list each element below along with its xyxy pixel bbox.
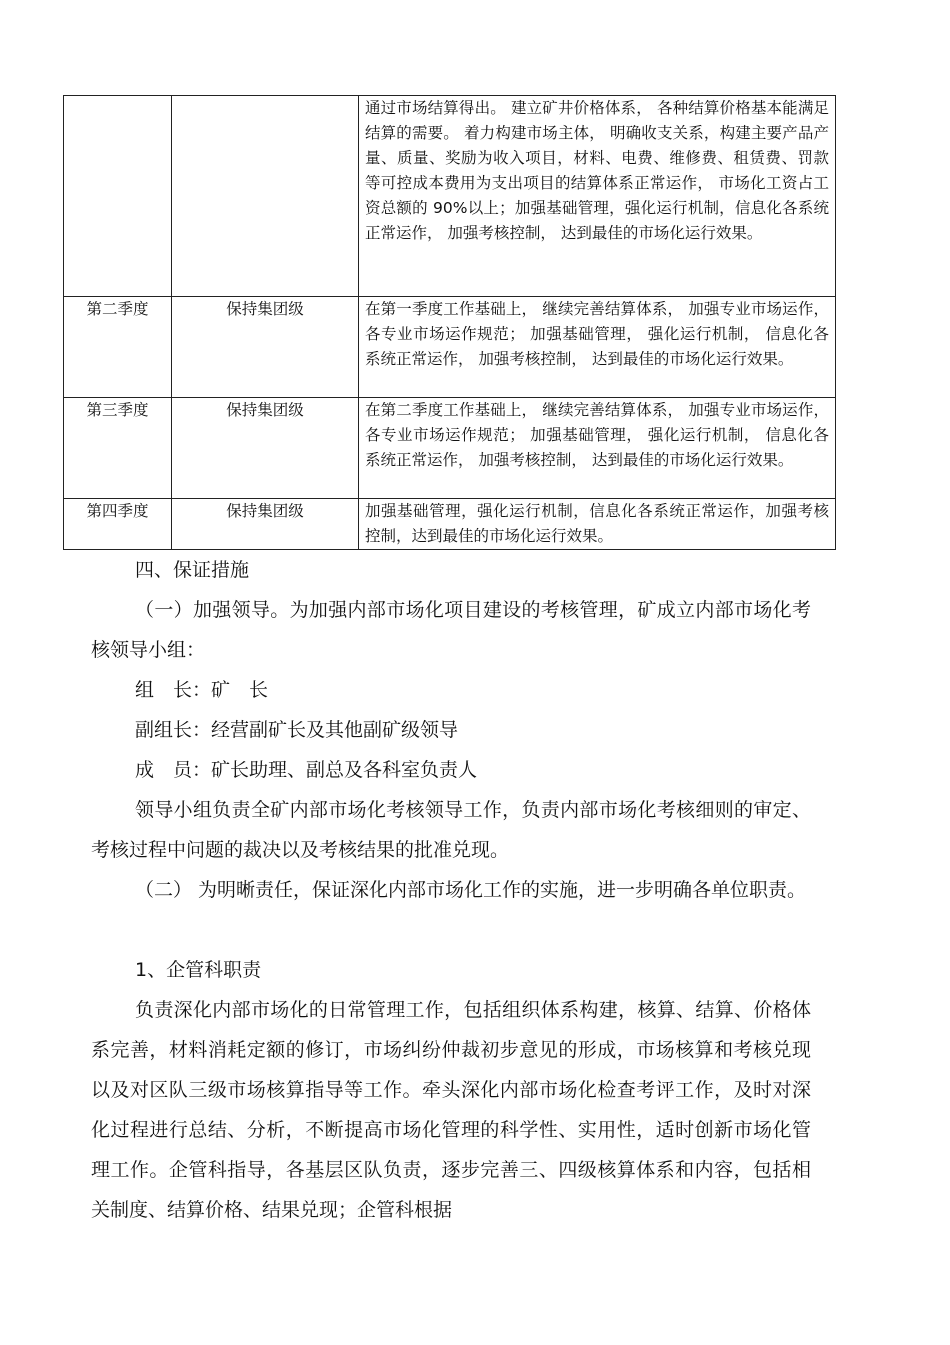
- paragraph-enterprise-dept: 负责深化内部市场化的日常管理工作，包括组织体系构建，核算、结算、价格体系完善，材料消耗定额的修订，市场纠纷仲裁初步意见的形成，市场核算和考核兑现以及对区队三级市场核算指导等工作。牵头深化内部市场化检查考评工作，及时对深化过程进行总结、分析，不断提高市场化管理的科学性、实用性，适时创新市场化管理工作。企管科指导，各基层区队负责，逐步完善三、四级核算体系和内容，包括相关制度、结算价格、结果兑现；企管科根据: [91, 999, 811, 1221]
- level-cell: 保持集团级: [172, 499, 359, 550]
- table-row: [64, 96, 836, 297]
- members-line: 成 员：矿长助理、副总及各科室负责人: [135, 759, 478, 781]
- schedule-table: [63, 95, 836, 550]
- period-cell: 第二季度: [64, 297, 172, 398]
- sub-heading: 1、企管科职责: [135, 959, 262, 981]
- content-cell: 在第二季度工作基础上， 继续完善结算体系， 加强专业市场运作， 各专业市场运作规范； 加强基础管理， 强化运行机制， 信息化各系统正常运作， 加强考核控制， 达到最佳的市场化运行效果。: [359, 398, 836, 499]
- level-cell: 保持集团级: [172, 398, 359, 499]
- paragraph-team-duty: 领导小组负责全矿内部市场化考核领导工作，负责内部市场化考核细则的审定、考核过程中问题的裁决以及考核结果的批准兑现。: [91, 799, 811, 861]
- content-cell: 通过市场结算得出。 建立矿井价格体系， 各种结算价格基本能满足结算的需要。 着力构建市场主体， 明确收支关系，构建主要产品产量、质量、奖励为收入项目，材料、电费、维修费、租赁费、罚款等可控成本费用为支出项目的结算体系正常运作， 市场化工资占工资总额的 90%以上；加强基础管理，强化运行机制，信息化各系统正常运作， 加强考核控制， 达到最佳的市场化运行效果。: [359, 96, 836, 297]
- section-heading: 四、保证措施: [135, 559, 250, 581]
- period-cell: 第四季度: [64, 499, 172, 550]
- period-cell: 第三季度: [64, 398, 172, 499]
- table-row: [64, 499, 836, 550]
- paragraph-responsibility: （二） 为明晰责任，保证深化内部市场化工作的实施，进一步明确各单位职责。: [135, 879, 807, 901]
- paragraph-leadership: （一）加强领导。为加强内部市场化项目建设的考核管理，矿成立内部市场化考核领导小组：: [91, 599, 811, 661]
- level-cell: [172, 96, 359, 297]
- level-cell: 保持集团级: [172, 297, 359, 398]
- table-row: [64, 398, 836, 499]
- deputy-leader-line: 副组长：经营副矿长及其他副矿级领导: [135, 719, 459, 741]
- team-leader-line: 组 长：矿 长: [135, 679, 269, 701]
- content-cell: 在第一季度工作基础上， 继续完善结算体系， 加强专业市场运作， 各专业市场运作规范； 加强基础管理， 强化运行机制， 信息化各系统正常运作， 加强考核控制， 达到最佳的市场化运行效果。: [359, 297, 836, 398]
- table-row: [64, 297, 836, 398]
- period-cell: [64, 96, 172, 297]
- content-cell: 加强基础管理，强化运行机制，信息化各系统正常运作，加强考核控制，达到最佳的市场化运行效果。: [359, 499, 836, 550]
